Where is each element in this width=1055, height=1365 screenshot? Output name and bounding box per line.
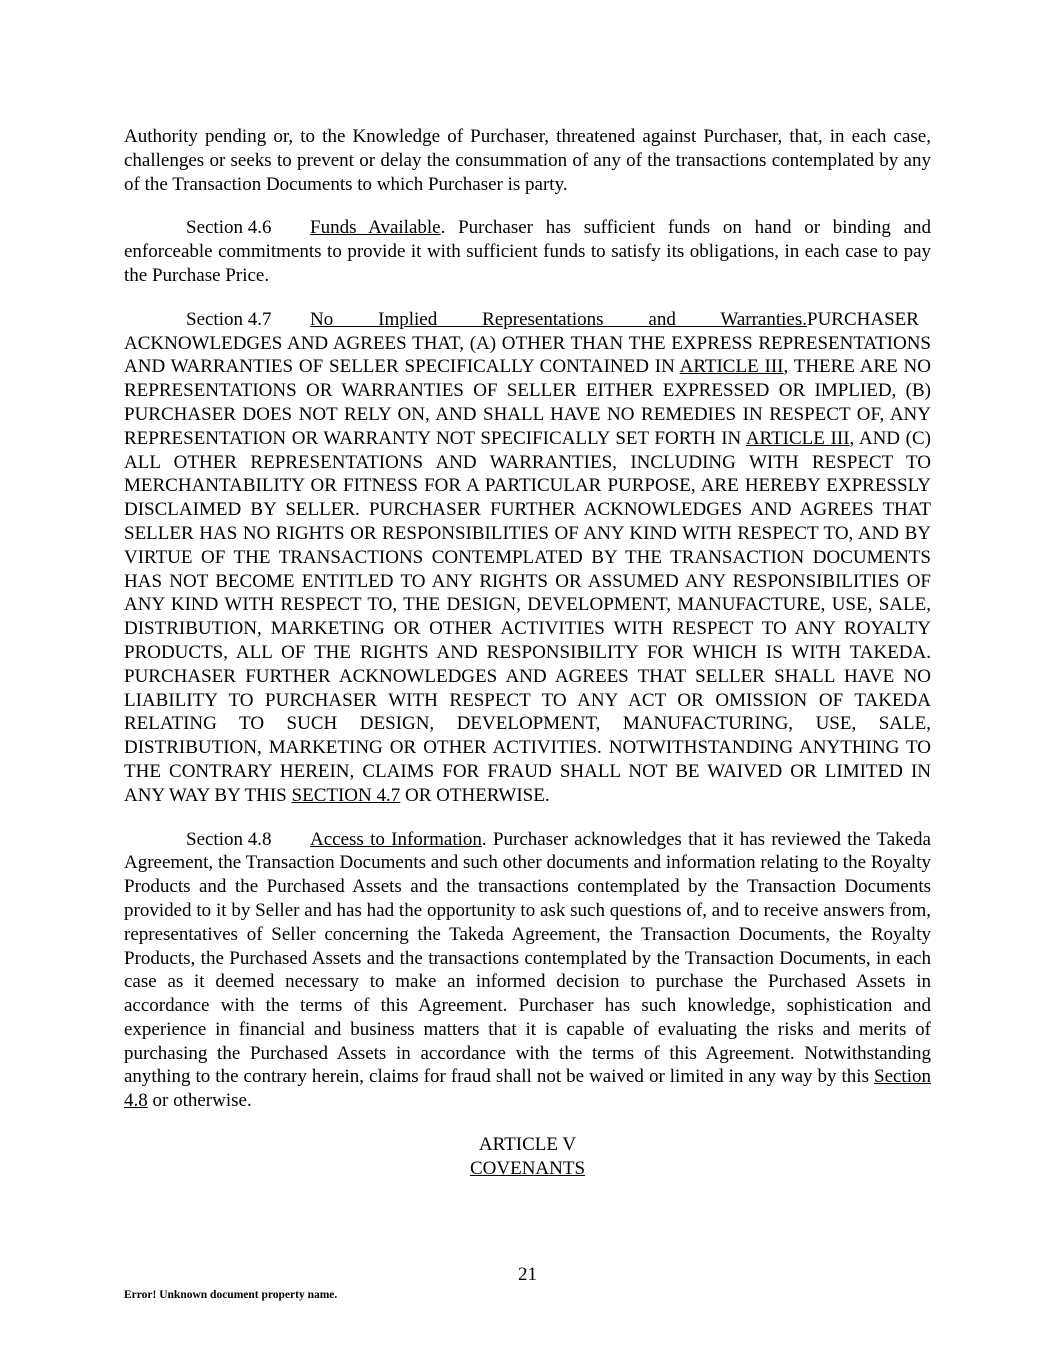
section-body-part: or otherwise. [147,1090,252,1112]
section-body-part: . Purchaser acknowledges that it has reviewed the Takeda Agreement, the Transaction Documents and such other documents and information relating to the Royalty Products and the Purchased Assets and the transactions contemplated by the Transaction Documents provided to it by Seller and has had the opportunity to ask such questions of, and to receive answers from, representatives of Seller concerning the Takeda Agreement, the Transaction Documents, the Royalty Products, the Purchased Assets and the transactions contemplated by the Transaction Documents, in each case as it deemed necessary to make an informed decision to purchase the Purchased Assets in accordance with the terms of this Agreement. Purchaser has such knowledge, sophistication and experience in financial and business matters that it is capable of evaluating the risks and merits of purchasing the Purchased Assets in accordance with the terms of this Agreement. Notwithstanding anything to the contrary herein, claims for fraud shall not be waived or limited in any way by this [124,828,931,1088]
section-4-8 [124,828,931,1114]
section-body-part: OR OTHERWISE. [400,784,550,806]
article-title: COVENANTS [469,1158,586,1180]
article-heading [124,1133,931,1181]
section-number: Section 4.6 [186,217,272,239]
article-number: ARTICLE V [478,1134,577,1156]
footer-error-text: Error! Unknown document property name. [124,1289,338,1301]
section-title: No Implied Representations and Warranties. [310,308,807,330]
section-body: . Purchaser has sufficient funds on hand or binding and enforceable commitments to provide it with sufficient funds to satisfy its obligations, in each case to pay the Purchase Price. [124,217,932,286]
cross-reference-link[interactable]: Section 4.8 [124,1066,931,1112]
section-number: Section 4.8 [186,828,272,850]
section-title: Access to Information [310,828,482,850]
cross-reference-link[interactable]: SECTION 4.7 [291,784,401,806]
section-4-7 [124,308,931,808]
section-body-part: PURCHASER ACKNOWLEDGES AND AGREES THAT, (A) OTHER THAN THE EXPRESS REPRESENTATIONS AND WARRANTIES OF SELLER SPECIFICALLY CONTAINED IN [124,308,931,378]
paragraph-continuation: Authority pending or, to the Knowledge of Purchaser, threatened against Purchaser, that, in each case, challenges or seeks to prevent or delay the consummation of any of the transactions contemplated by any of the Transaction Documents to which Purchaser is party. [124,126,931,195]
section-number: Section 4.7 [186,308,272,330]
section-4-6 [124,216,931,287]
document-body [124,125,931,1181]
section-body-part: , AND (C) ALL OTHER REPRESENTATIONS AND WARRANTIES, INCLUDING WITH RESPECT TO MERCHANTABILITY OR FITNESS FOR A PARTICULAR PURPOSE, ARE HEREBY EXPRESSLY DISCLAIMED BY SELLER. PURCHASER FURTHER ACKNOWLEDGES AND AGREES THAT SELLER HAS NO RIGHTS OR RESPONSIBILITIES OF ANY KIND WITH RESPECT TO, AND BY VIRTUE OF THE TRANSACTIONS CONTEMPLATED BY THE TRANSACTION DOCUMENTS HAS NOT BECOME ENTITLED TO ANY RIGHTS OR ASSUMED ANY RESPONSIBILITIES OF ANY KIND WITH RESPECT TO, THE DESIGN, DEVELOPMENT, MANUFACTURE, USE, SALE, DISTRIBUTION, MARKETING OR OTHER ACTIVITIES WITH RESPECT TO ANY ROYALTY PRODUCTS, ALL OF THE RIGHTS AND RESPONSIBILITY FOR WHICH IS WITH TAKEDA. PURCHASER FURTHER ACKNOWLEDGES AND AGREES THAT SELLER SHALL HAVE NO LIABILITY TO PURCHASER WITH RESPECT TO ANY ACT OR OMISSION OF TAKEDA RELATING TO SUCH DESIGN, DEVELOPMENT, MANUFACTURING, USE, SALE, DISTRIBUTION, MARKETING OR OTHER ACTIVITIES. NOTWITHSTANDING ANYTHING TO THE CONTRARY HEREIN, CLAIMS FOR FRAUD SHALL NOT BE WAIVED OR LIMITED IN ANY WAY BY THIS [124,427,931,806]
page-number: 21 [518,1264,537,1285]
cross-reference-link[interactable]: ARTICLE III [679,356,784,378]
section-body-part: , THERE ARE NO REPRESENTATIONS OR WARRANTIES OF SELLER EITHER EXPRESSED OR IMPLIED, (B) PURCHASER DOES NOT RELY ON, AND SHALL HAVE NO REMEDIES IN RESPECT OF, ANY REPRESENTATION OR WARRANTY NOT SPECIFICALLY SET FORTH IN [124,356,931,449]
section-title: Funds Available [310,217,441,239]
cross-reference-link[interactable]: ARTICLE III [745,427,850,449]
